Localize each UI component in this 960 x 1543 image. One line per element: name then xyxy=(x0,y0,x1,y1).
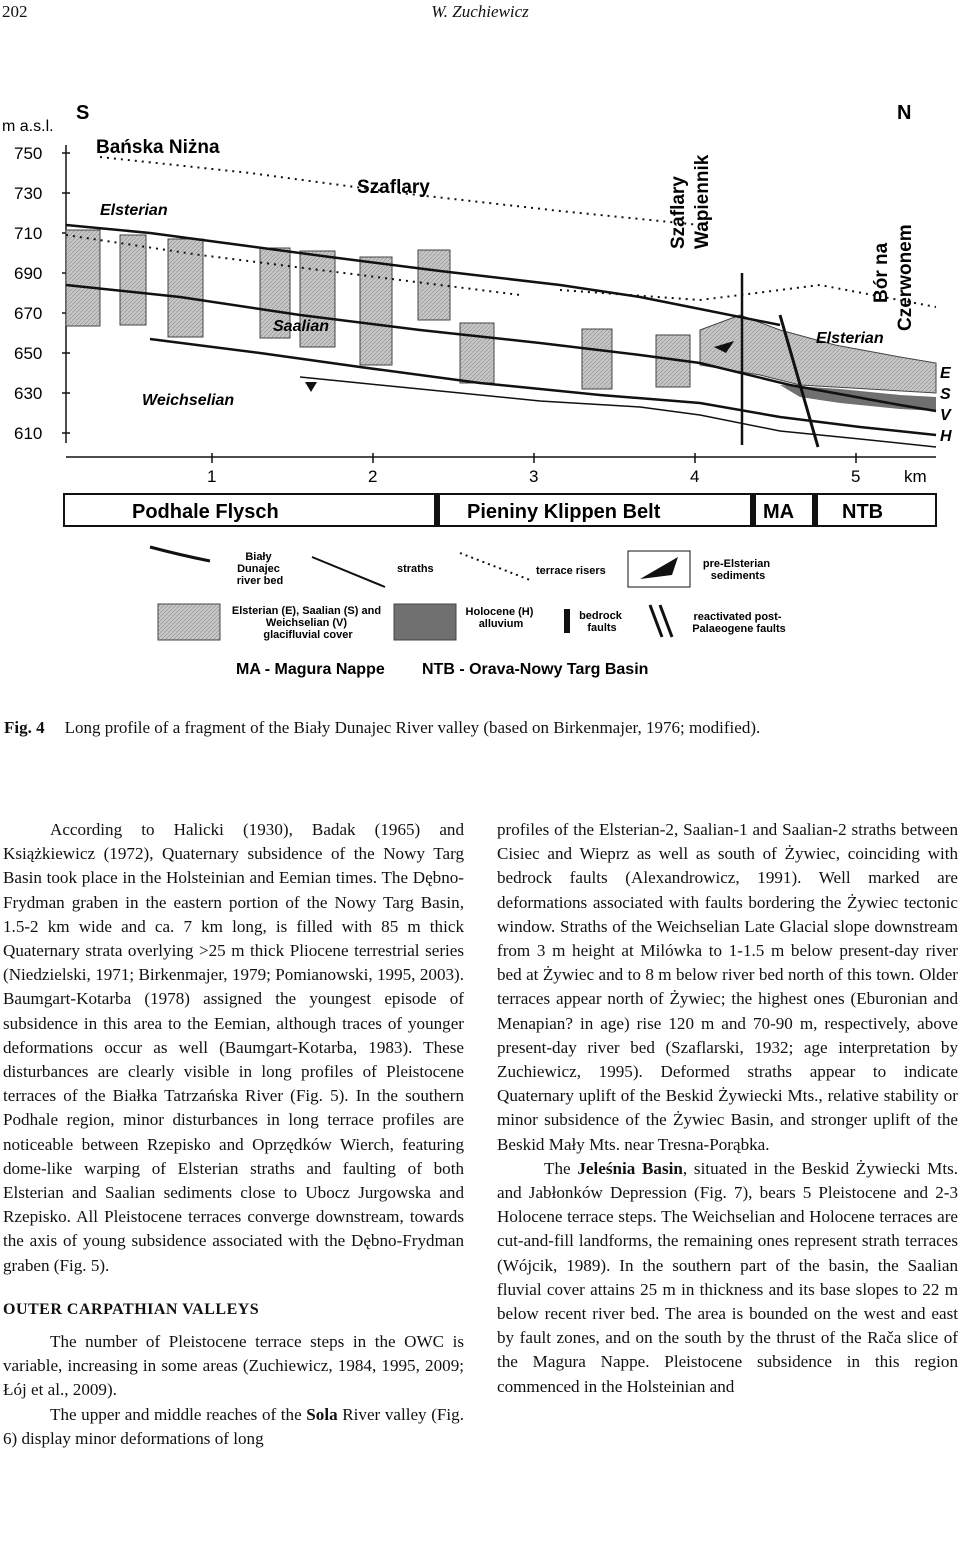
jelesnia-bold: Jeleśnia Basin xyxy=(577,1158,683,1178)
x-tick-label: 3 xyxy=(529,467,539,486)
page-number: 202 xyxy=(2,2,28,21)
unit-ntb: NTB xyxy=(842,501,884,523)
glacifluvial-cover-blocks xyxy=(66,230,936,393)
unit-divider-3 xyxy=(812,494,818,526)
section-heading: OUTER CARPATHIAN VALLEYS xyxy=(3,1300,260,1318)
legend-ma-full: MA - Magura Nappe xyxy=(236,661,385,678)
level-code: V xyxy=(940,407,951,424)
y-tick-label: 710 xyxy=(14,224,43,243)
locality-bor-2: Czerwonem xyxy=(895,224,916,331)
level-codes xyxy=(940,365,952,445)
legend-ntb-full: NTB - Orava-Nowy Targ Basin xyxy=(422,661,649,678)
figure-caption xyxy=(4,718,954,738)
level-code: S xyxy=(940,386,951,403)
legend-holocene-box xyxy=(394,604,456,640)
x-tick-label: 4 xyxy=(690,467,700,486)
unit-ma: MA xyxy=(763,501,795,523)
caption-label: Fig. 4 xyxy=(4,718,45,737)
legend-reactivated: reactivated post- Palaeogene faults xyxy=(692,611,786,635)
locality-bor-1: Bór na xyxy=(871,242,892,303)
x-unit: km xyxy=(904,467,927,486)
legend-reactivated-symbol xyxy=(650,605,672,637)
legend-straths: straths xyxy=(397,563,434,575)
label-elsterian-right: Elsterian xyxy=(816,330,884,347)
legend-riverbed: Biały Dunajec river bed xyxy=(236,551,284,587)
locality-wapiennik-2: Wapiennik xyxy=(692,154,713,249)
level-code: E xyxy=(940,365,951,382)
legend-riverbed-symbol xyxy=(150,547,210,561)
legend-glacifluvial-box xyxy=(158,604,220,640)
y-tick-label: 730 xyxy=(14,184,43,203)
left-paragraph-3: The upper and middle reaches of the Sola River valley (Fig. 6) display minor deformations of long xyxy=(3,1404,464,1448)
figure-long-profile xyxy=(0,85,960,685)
page-header xyxy=(0,0,960,28)
level-code: H xyxy=(940,428,952,445)
unit-divider-1 xyxy=(434,494,440,526)
direction-north: N xyxy=(897,102,912,124)
locality-banska: Bańska Niżna xyxy=(96,137,220,158)
x-tick-label: 2 xyxy=(368,467,378,486)
label-elsterian-left: Elsterian xyxy=(100,202,168,219)
y-tick-label: 610 xyxy=(14,424,43,443)
left-paragraph-1: According to Halicki (1930), Badak (1965) and Książkiewicz (1972), Quaternary subsidence of the Nowy Targ Basin took place in the Holsteinian and Eemian times. The Dębno-Frydman graben in the eastern portion of the Nowy Targ Basin, 1.5-2 km wide and ca. 7 km long, is filled with 85 m thick Quaternary strata overlying >25 m thick Pliocene terrestrial series (Niedzielski, 1971; Birkenmajer, 1979; Pomianowski, 1995, 2003). Baumgart-Kotarba (1978) assigned the youngest episode of subsidence in this area to the Eemian, although traces of younger deformations occur as well (Baumgart-Kotarba, 1983). These disturbances are clearly visible in long profiles of Pleistocene terraces of the Białka Tatrzańska River (Fig. 5). In the southern Podhale region, minor disturbances in long terrace profiles are noticeable between Rzepisko and Oprzędków Wierch, featuring dome-like warping of Elsterian straths and faulting of both Elsterian and Saalian sediments close to Ubocz Jurgowska and Rzepisko. All Pleistocene terraces converge downstream, towards the axis of young subsidence associated with the Dębno-Frydman graben (Fig. 5). xyxy=(3,820,464,1275)
locality-wapiennik-1: Szaflary xyxy=(668,176,689,249)
right-column xyxy=(497,818,958,1399)
legend-bedrock: bedrock faults xyxy=(579,610,622,634)
running-title: W. Zuchiewicz xyxy=(431,2,529,21)
y-tick-label: 690 xyxy=(14,264,43,283)
unit-divider-2 xyxy=(750,494,756,526)
right-paragraph-2: The Jeleśnia Basin, situated in the Beskid Żywiecki Mts. and Jabłonków Depression (Fig. 7), bears 5 Pleistocene and 2-3 Holocene terrace steps. The Weichselian and Holocene terraces are cut-and-fill landforms, the remaining ones represent strath terraces (Wójcik, 1989). In the southern part of the basin, the Saalian fluvial cover attains 25 m in thickness and its base slopes to 22 m below recent river bed. The area is bounded on the west and east by fault zones, and on the south by the thrust of the Rača slice of the Magura Nappe. Pleistocene subsidence in this region commenced in the Holsteinian and xyxy=(497,1158,958,1396)
x-tick-label: 5 xyxy=(851,467,861,486)
label-weichselian: Weichselian xyxy=(142,392,235,409)
label-saalian: Saalian xyxy=(273,318,330,335)
legend-risers: terrace risers xyxy=(536,565,606,577)
right-paragraph-1: profiles of the Elsterian-2, Saalian-1 and Saalian-2 straths between Cisiec and Wieprz as well as south of Żywiec, coinciding with bedrock faults (Alexandrowicz, 1991). Well marked are deformations associated with faults bordering the Żywiec tectonic window. Straths of the Weichselian Late Glacial slope downstream from 3 m height at Milówka to 1-1.5 m below present-day river bed at Żywiec and to 8 m below river bed north of this town. Older terraces appear north of Żywiec; the highest ones (Eburonian and Menapian? in age) rise 120 m and 70-90 m, respectively, above present-day river bed (Szaflarski, 1932; age interpretation by Zuchiewicz, 1995). Deformed straths appear to indicate Quaternary uplift of the Beskid Żywiecki Mts., relative stability or minor subsidence of the Żywiec Basin, and stronger uplift of the Beskid Mały Mts. near Tresna-Porąbka. xyxy=(497,820,958,1154)
left-paragraph-2: The number of Pleistocene terrace steps in the OWC is variable, increasing in some areas (Zuchiewicz, 1984, 1995, 2009; Łój et al., 2009). xyxy=(3,1332,464,1400)
legend-bedrock-symbol xyxy=(564,609,570,633)
riverbed-arrow xyxy=(305,382,317,392)
y-axis-label: m a.s.l. xyxy=(2,118,54,135)
legend-pre-elsterian: pre-Elsterian sediments xyxy=(702,558,771,582)
left-column xyxy=(3,818,464,1451)
legend-risers-symbol xyxy=(460,553,530,580)
legend-glacifluvial: Elsterian (E), Saalian (S) and Weichselian (V) glacifluvial cover xyxy=(231,605,382,641)
caption-text: Long profile of a fragment of the Biały Dunajec River valley (based on Birkenmajer, 1976; modified). xyxy=(64,718,761,737)
locality-szaflary: Szaflary xyxy=(357,177,430,198)
unit-pieniny: Pieniny Klippen Belt xyxy=(467,501,661,523)
y-ticks xyxy=(14,144,70,443)
direction-south: S xyxy=(76,102,90,124)
y-tick-label: 630 xyxy=(14,384,43,403)
legend-holocene: Holocene (H) alluvium xyxy=(465,606,534,630)
x-ticks xyxy=(207,453,860,486)
y-tick-label: 650 xyxy=(14,344,43,363)
x-tick-label: 1 xyxy=(207,467,217,486)
unit-podhale: Podhale Flysch xyxy=(132,501,279,523)
y-tick-label: 670 xyxy=(14,304,43,323)
sola-bold: Sola xyxy=(306,1404,338,1424)
legend-straths-symbol xyxy=(312,557,385,587)
y-tick-label: 750 xyxy=(14,144,43,163)
legend xyxy=(150,547,786,678)
